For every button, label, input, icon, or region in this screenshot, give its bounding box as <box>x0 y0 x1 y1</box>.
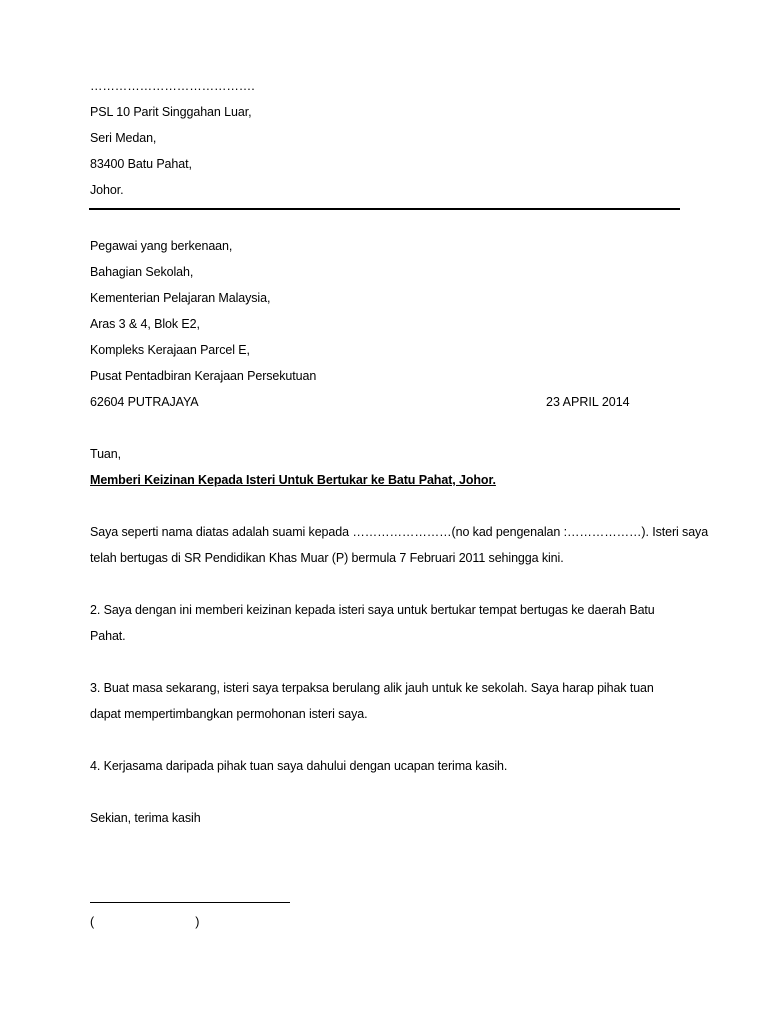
paragraph-2-line-2: Pahat. <box>90 629 126 643</box>
sender-address-line-1: PSL 10 Parit Singgahan Luar, <box>90 105 252 119</box>
header-divider <box>89 208 680 210</box>
recipient-address-line-4: Aras 3 & 4, Blok E2, <box>90 317 200 331</box>
recipient-address-line-6: Pusat Pentadbiran Kerajaan Persekutuan <box>90 369 317 383</box>
recipient-address-line-2: Bahagian Sekolah, <box>90 265 194 279</box>
signature-name-bracket: ( ) <box>90 915 200 929</box>
sender-address-line-2: Seri Medan, <box>90 131 157 145</box>
sender-address-line-3: 83400 Batu Pahat, <box>90 157 192 171</box>
signature-line <box>90 902 290 903</box>
paragraph-1-line-1: Saya seperti nama diatas adalah suami kepada ……………………(no kad pengenalan :………………). Isteri saya <box>90 525 709 539</box>
closing: Sekian, terima kasih <box>90 811 201 825</box>
recipient-address-line-5: Kompleks Kerajaan Parcel E, <box>90 343 250 357</box>
salutation: Tuan, <box>90 447 122 461</box>
sender-name-placeholder: …………………………………. <box>90 79 255 93</box>
recipient-address-line-7: 62604 PUTRAJAYA <box>90 395 199 409</box>
recipient-address-line-1: Pegawai yang berkenaan, <box>90 239 233 253</box>
letter-date: 23 APRIL 2014 <box>546 395 630 409</box>
paragraph-3-line-1: 3. Buat masa sekarang, isteri saya terpaksa berulang alik jauh untuk ke sekolah. Saya harap pihak tuan <box>90 681 654 695</box>
sender-address-line-4: Johor. <box>90 183 124 197</box>
paragraph-4-line-1: 4. Kerjasama daripada pihak tuan saya dahului dengan ucapan terima kasih. <box>90 759 508 773</box>
paragraph-1-line-2: telah bertugas di SR Pendidikan Khas Muar (P) bermula 7 Februari 2011 sehingga kini. <box>90 551 564 565</box>
paragraph-3-line-2: dapat mempertimbangkan permohonan isteri saya. <box>90 707 368 721</box>
recipient-address-line-3: Kementerian Pelajaran Malaysia, <box>90 291 271 305</box>
letter-subject: Memberi Keizinan Kepada Isteri Untuk Bertukar ke Batu Pahat, Johor. <box>90 473 496 487</box>
paragraph-2-line-1: 2. Saya dengan ini memberi keizinan kepada isteri saya untuk bertukar tempat bertugas ke daerah Batu <box>90 603 655 617</box>
